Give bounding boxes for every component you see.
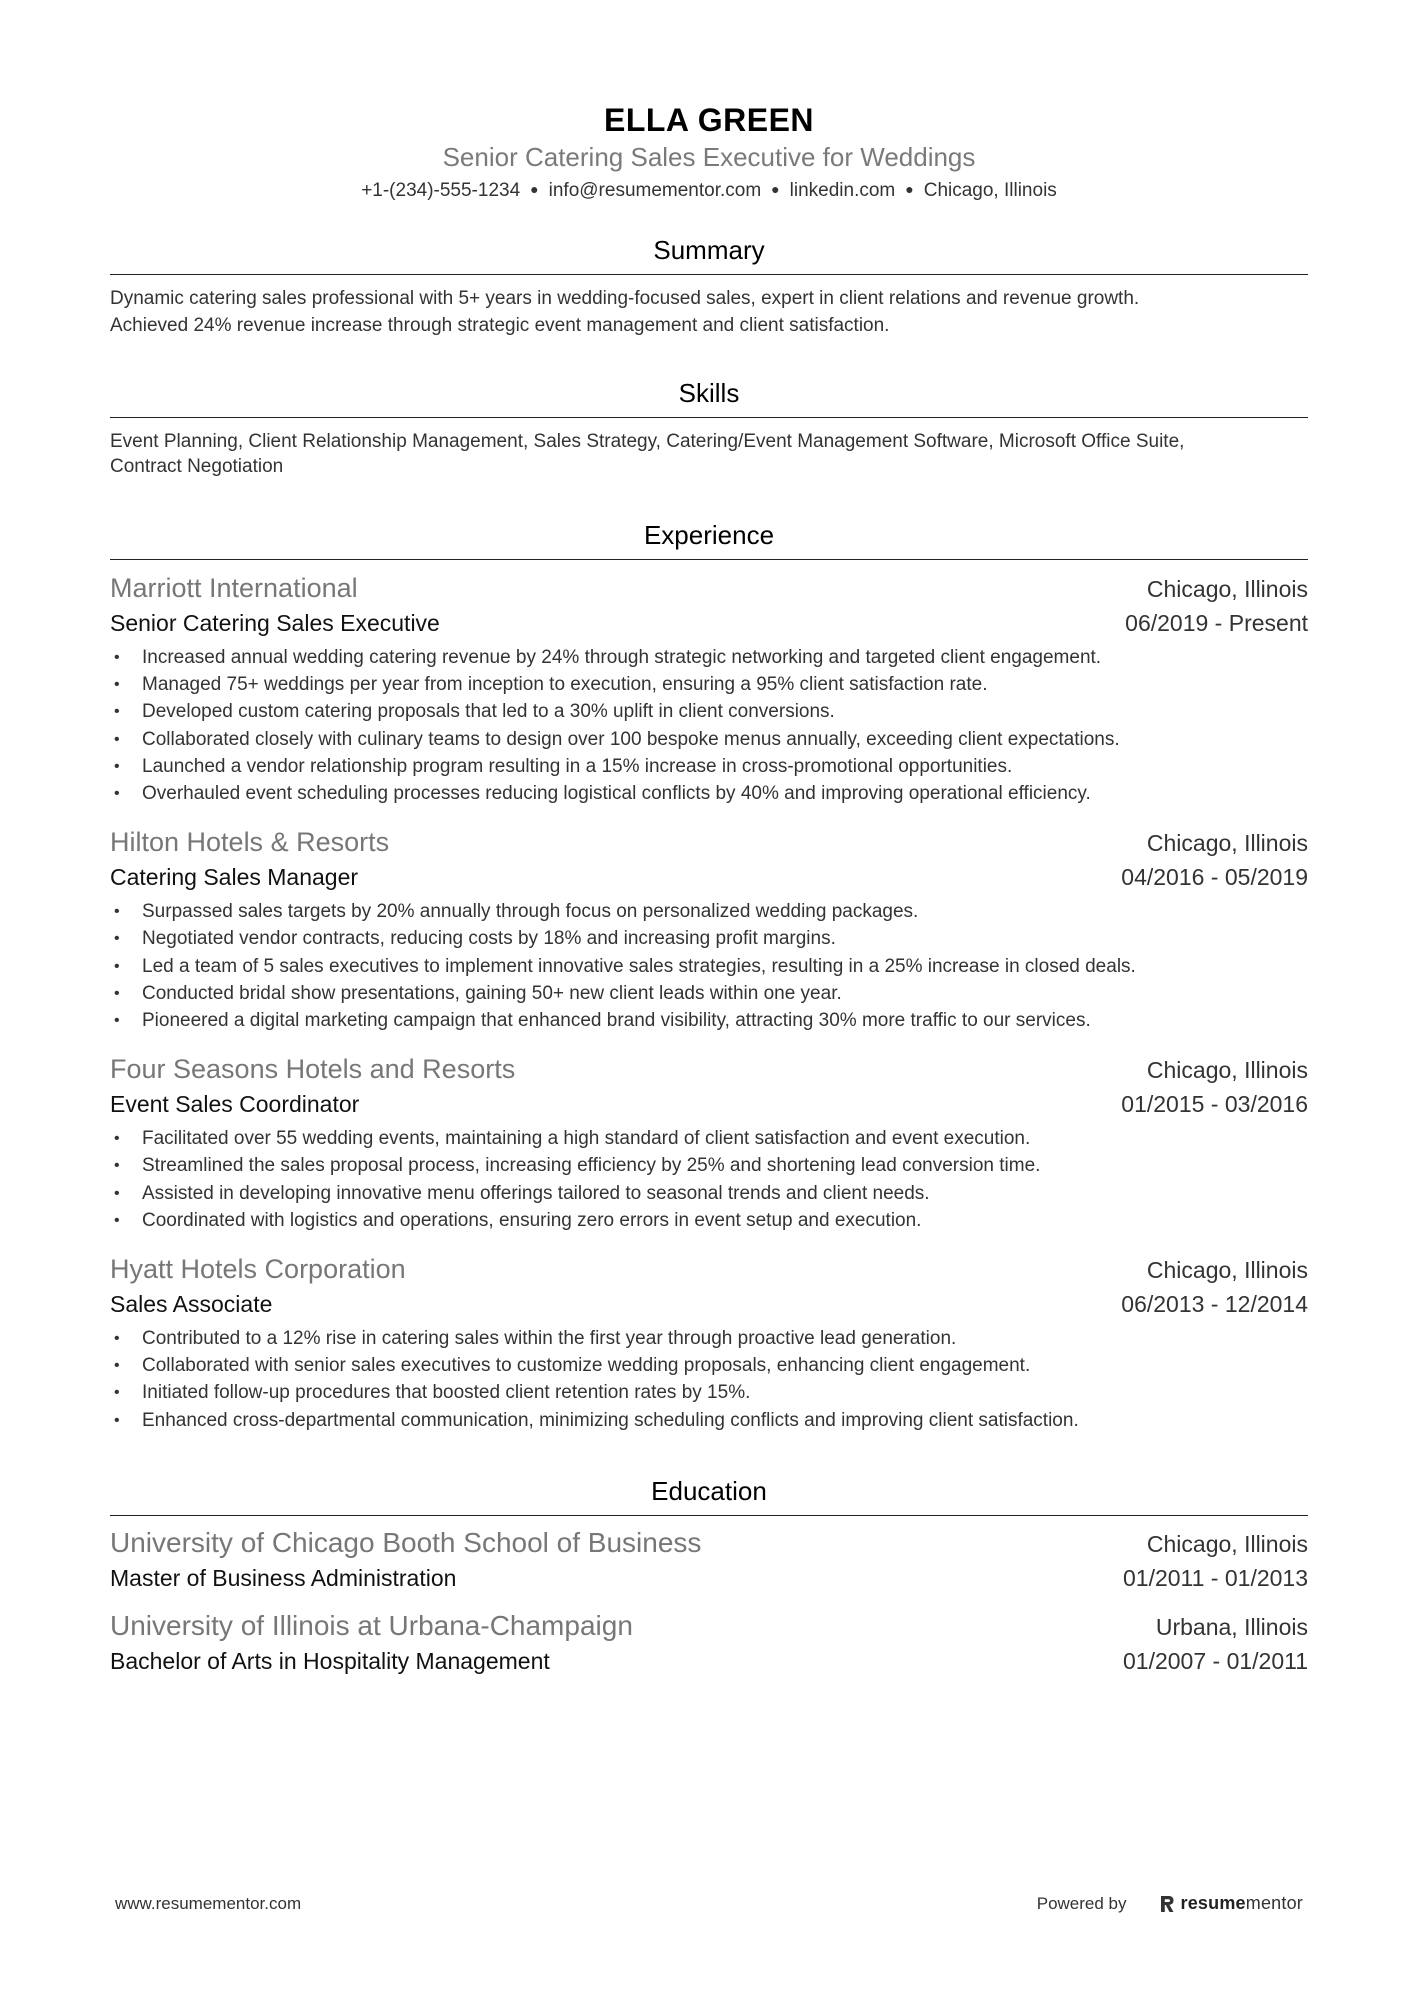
job-header-row [110,825,1308,860]
job-bullet: • Increased annual wedding catering revenue by 24% through strategic networking and targeted client engagement. [114,647,1102,668]
skills-line: Contract Negotiation [110,456,284,477]
education-location: Urbana, Illinois [1155,1613,1308,1640]
skills-text [110,429,1308,479]
job-header-row [110,1052,1308,1087]
job-dates: 06/2013 - 12/2014 [1121,1291,1308,1318]
job-role: Event Sales Coordinator [110,1091,360,1118]
job-bullet: • Streamlined the sales proposal process, increasing efficiency by 25% and shortening lead conversion time. [114,1155,1041,1177]
contact-linkedin: linkedin.com [789,180,896,201]
bullet-separator: ● [530,181,539,197]
job-list [110,571,1308,1434]
page-footer [115,1893,1303,1914]
job-company: Marriott International [110,573,358,603]
job-bullets [110,644,1308,807]
job-role-row [110,1087,1308,1121]
job-bullet: • Enhanced cross-departmental communication, minimizing scheduling conflicts and improving client satisfaction. [114,1409,1079,1431]
education-degree: Bachelor of Arts in Hospitality Management [110,1647,550,1674]
job-dates: 04/2016 - 05/2019 [1121,864,1308,891]
contact-email: info@resumementor.com [548,180,762,201]
education-header-row [110,1609,1308,1644]
education-location: Chicago, Illinois [1146,1530,1308,1557]
candidate-title: Senior Catering Sales Executive for Weddings [442,142,976,172]
resume-header [110,0,1308,204]
education-degree-row [110,1644,1308,1678]
job-dates: 06/2019 - Present [1125,610,1308,636]
education-heading: Education [651,1475,767,1506]
job-bullet: • Surpassed sales targets by 20% annually through focus on personalized wedding packages. [114,901,919,923]
job-company: Four Seasons Hotels and Resorts [110,1054,516,1085]
summary-section [110,233,1308,339]
footer-website-link[interactable]: www.resumementor.com [115,1893,302,1913]
job-bullet: • Facilitated over 55 wedding events, maintaining a high standard of client satisfaction and event execution. [114,1128,1031,1150]
job-bullets [110,1325,1308,1434]
job-bullet: • Conducted bridal show presentations, gaining 50+ new client leads within one year. [114,982,842,1004]
education-section [110,1474,1308,1678]
job-bullet: • Led a team of 5 sales executives to implement innovative sales strategies, resulting in a 25% increase in closed deals. [114,955,1136,977]
job-bullet: • Assisted in developing innovative menu offerings tailored to seasonal trends and client needs. [114,1182,930,1204]
resume-page [110,0,1308,1678]
powered-by-label: Powered by [1036,1893,1127,1913]
job-bullets [110,1125,1308,1234]
summary-line: Dynamic catering sales professional with 5+ years in wedding-focused sales, expert in client relations and revenue growth. [110,288,1140,309]
job-bullet: • Collaborated with senior sales executives to customize wedding proposals, enhancing client engagement. [114,1355,1031,1377]
job-bullet: • Initiated follow-up procedures that boosted client retention rates by 15%. [114,1382,751,1404]
education-entry [110,1609,1308,1678]
job-entry [110,571,1308,807]
section-divider [110,417,1308,418]
job-company: Hyatt Hotels Corporation [110,1254,406,1285]
brand-logo[interactable] [1159,1893,1303,1914]
education-entry [110,1526,1308,1595]
job-entry [110,1052,1308,1234]
job-role: Catering Sales Manager [110,864,359,891]
education-degree-row [110,1561,1308,1595]
job-bullet: • Managed 75+ weddings per year from inception to execution, ensuring a 95% client satisfaction rate. [114,674,988,696]
contact-line [110,176,1308,204]
job-bullet: • Collaborated closely with culinary teams to design over 100 bespoke menus annually, exceeding client expectations. [114,728,1120,750]
job-location: Chicago, Illinois [1146,830,1308,857]
education-school: University of Chicago Booth School of Business [110,1526,702,1558]
job-header-row [110,1252,1308,1287]
education-dates: 01/2011 - 01/2013 [1122,1564,1308,1591]
education-degree: Master of Business Administration [110,1564,457,1591]
candidate-name: ELLA GREEN [603,102,815,138]
skills-line: Event Planning, Client Relationship Management, Sales Strategy, Catering/Event Management Software, Microsoft Office Suite, [110,431,1185,452]
job-company: Hilton Hotels & Resorts [110,827,390,858]
section-divider [110,559,1308,560]
job-bullet: • Contributed to a 12% rise in catering sales within the first year through proactive lead generation. [114,1328,957,1350]
job-location: Chicago, Illinois [1146,1057,1308,1084]
bullet-separator: ● [771,181,780,197]
resumementor-logo-icon [1159,1895,1175,1913]
job-dates: 01/2015 - 03/2016 [1121,1091,1308,1118]
job-entry [110,1252,1308,1434]
job-entry [110,825,1308,1034]
summary-line: Achieved 24% revenue increase through strategic event management and client satisfaction. [110,315,890,336]
skills-heading: Skills [678,378,740,408]
job-location: Chicago, Illinois [1146,1257,1308,1284]
powered-by [1037,1893,1303,1914]
job-header-row [110,571,1308,606]
contact-location: Chicago, Illinois [923,180,1057,201]
job-location: Chicago, Illinois [1146,576,1308,602]
education-dates: 01/2007 - 01/2011 [1122,1647,1308,1674]
experience-section [110,518,1308,1434]
summary-heading: Summary [653,235,765,265]
brand-wordmark: resumementor [1180,1893,1303,1913]
bullet-separator: ● [905,181,914,197]
job-role-row [110,1287,1308,1321]
education-header-row [110,1526,1308,1561]
summary-text [110,285,1308,339]
job-bullets [110,898,1308,1034]
job-bullet: • Overhauled event scheduling processes reducing logistical conflicts by 40% and improving operational efficiency. [114,783,1091,805]
job-bullet: • Coordinated with logistics and operations, ensuring zero errors in event setup and execution. [114,1209,922,1231]
job-bullet: • Developed custom catering proposals that led to a 30% uplift in client conversions. [114,701,835,723]
job-role: Senior Catering Sales Executive [110,610,440,636]
section-divider [110,274,1308,275]
experience-heading: Experience [643,520,775,550]
section-divider [110,1515,1308,1516]
job-role-row [110,606,1308,640]
job-bullet: • Negotiated vendor contracts, reducing costs by 18% and increasing profit margins. [114,928,836,950]
contact-phone: +1-(234)-555-1234 [361,180,521,201]
job-role: Sales Associate [110,1291,273,1318]
skills-section [110,376,1308,479]
job-bullet: • Launched a vendor relationship program resulting in a 15% increase in cross-promotional opportunities. [114,755,1013,777]
education-school: University of Illinois at Urbana-Champaign [110,1609,633,1641]
job-bullet: • Pioneered a digital marketing campaign that enhanced brand visibility, attracting 30% more traffic to our services. [114,1010,1091,1032]
job-role-row [110,860,1308,894]
